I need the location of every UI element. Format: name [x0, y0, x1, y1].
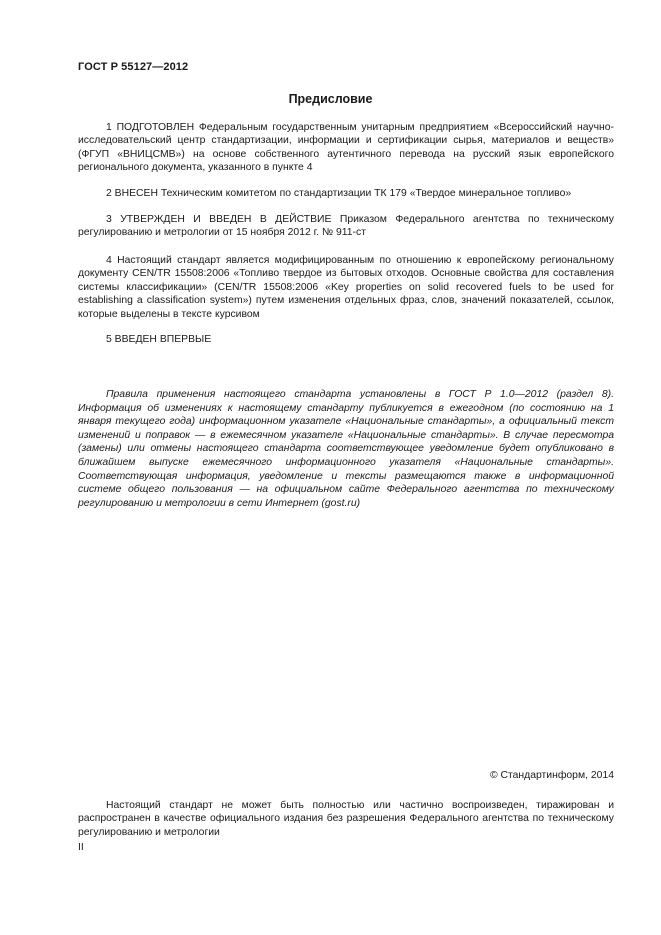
application-rules-notice: Правила применения настоящего стандарта установлены в ГОСТ Р 1.0—2012 (раздел 8). Информация об изменениях к настоящему стандарту публикуется в ежегодном (по состоянию на 1 января текущего года) информационном указателе «Национальные стандарты», а официальный текст изменений и поправок — в ежемесячном указателе «Национальные стандарты». В случае пересмотра (замены) или отмены настоящего стандарта соответствующее уведомление будет опубликовано в ближайшем выпуске ежемесячного информационного указателя «Национальные стандарты». Соответствующая информация, уведомление и тексты размещаются также в информационной системе общего пользования — на официальном сайте Федерального агентства по техническому регулированию и метрологии в сети Интернет (gost.ru)	[78, 389, 614, 509]
paragraph-first-introduced: 5 ВВЕДЕН ВПЕРВЫЕ	[106, 334, 212, 345]
copyright-line: © Стандартинформ, 2014	[489, 770, 614, 781]
paragraph-approved: 3 УТВЕРЖДЕН И ВВЕДЕН В ДЕЙСТВИЕ Приказом Федерального агентства по техническому регулированию и метрологии от 15 ноября 2012 г. № 911-ст	[78, 214, 614, 239]
paragraph-introduced-by: 2 ВНЕСЕН Техническим комитетом по стандартизации ТК 179 «Твердое минеральное топливо»	[106, 188, 572, 199]
page-number: II	[78, 842, 84, 853]
standard-id-header: ГОСТ Р 55127—2012	[78, 61, 189, 73]
reproduction-notice: Настоящий стандарт не может быть полностью или частично воспроизведен, тиражирован и распространен в качестве официального издания без разрешения Федерального агентства по техническому регулированию и метрологии	[78, 800, 614, 838]
page-title: Предисловие	[288, 92, 373, 106]
paragraph-modification: 4 Настоящий стандарт является модифицированным по отношению к европейскому региональному документу CEN/TR 15508:2006 «Топливо твердое из бытовых отходов. Основные свойства для составления системы классификации» (CEN/TR 15508:2006 «Key properties on solid recovered fuels to be used for establishing a classification system») путем изменения отдельных фраз, слов, значений показателей, ссылок, которые выделены в тексте курсивом	[78, 255, 614, 320]
paragraph-prepared-by: 1 ПОДГОТОВЛЕН Федеральным государственным унитарным предприятием «Всероссийский научно-исследовательский центр стандартизации, информации и сертификации сырья, материалов и веществ» (ФГУП «ВНИЦСМВ») на основе собственного аутентичного перевода на русский язык европейского регионального документа, указанного в пункте 4	[78, 122, 614, 174]
